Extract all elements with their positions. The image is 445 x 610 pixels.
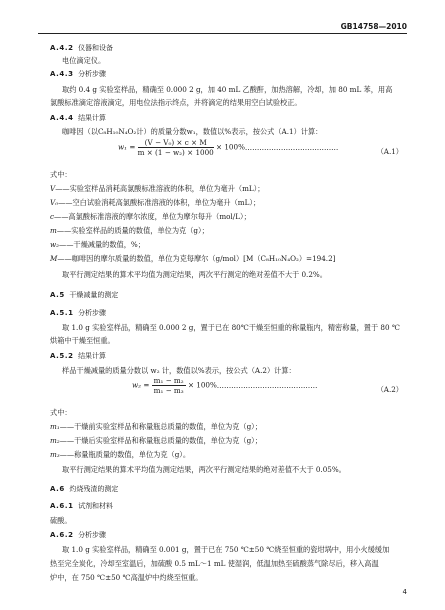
a51-line1: 取 1.0 g 实验室样品，精确至 0.000 2 g，置于已在 80℃干燥至恒重的称量瓶内，精密称量，置于 80 ℃ bbox=[62, 323, 400, 332]
equation-label-a2: （A.2） bbox=[376, 385, 403, 394]
heading-a52: A.5.2 结果计算 bbox=[50, 352, 107, 360]
formula-a2-numerator: m₁ − m₂ bbox=[153, 376, 184, 385]
a52-rule: 取平行测定结果的算术平均值为测定结果，两次平行测定结果的绝对差值不大于 0.05%。 bbox=[62, 465, 346, 474]
formula-a2-denominator: m₁ − m₃ bbox=[153, 386, 184, 395]
def-row: m₃——称量瓶质量的数值，单位为克（g）。 bbox=[50, 450, 191, 459]
heading-a6: A.6 灼烧残渣的测定 bbox=[50, 485, 119, 493]
a44-rule: 取平行测定结果的算术平均值为测定结果，两次平行测定的绝对差值不大于 0.2%。 bbox=[62, 270, 327, 279]
a51-line2: 烘箱中干燥至恒重。 bbox=[50, 336, 115, 345]
formula-a1-numerator: (V − V₀) × c × M bbox=[138, 138, 214, 148]
page-number: 4 bbox=[402, 588, 407, 596]
def-row: V₀——空白试验消耗高氯酸标准溶液的体积，单位为毫升（mL）； bbox=[50, 198, 261, 207]
heading-a42: A.4.2 仪器和设备 bbox=[50, 44, 114, 52]
def-row: V——实验室样品消耗高氯酸标准溶液的体积，单位为毫升（mL）； bbox=[50, 184, 265, 193]
formula-a1-leader: ………………………………… bbox=[244, 142, 339, 152]
def-row: c——高氯酸标准溶液的摩尔浓度，单位为摩尔每升（mol/L）； bbox=[50, 212, 251, 221]
def-row: m₂——干燥后实验室样品和称量瓶总质量的数值，单位为克（g）； bbox=[50, 436, 262, 445]
formula-a1-fraction bbox=[138, 138, 214, 157]
heading-a61: A.6.1 试剂和材料 bbox=[50, 502, 114, 510]
a43-line2: 氯酸标准滴定溶液滴定，用电位法指示终点，并将滴定的结果用空白试验校正。 bbox=[50, 98, 302, 107]
formula-a2-lhs: w₂ = bbox=[132, 380, 150, 390]
formula-a1-denominator: m × (1 − w₂) × 1000 bbox=[137, 148, 214, 157]
a62-line3: 炉中，在 750 ℃±50 ℃高温炉中灼烧至恒重。 bbox=[50, 573, 203, 582]
formula-a1-lhs: w₁ = bbox=[118, 142, 136, 152]
formula-a2-leader: …………………………………… bbox=[216, 380, 318, 390]
a52-where: 式中： bbox=[50, 408, 72, 417]
heading-a44: A.4.4 结果计算 bbox=[50, 114, 107, 122]
a62-line1: 取 1.0 g 实验室样品，精确至 0.001 g，置于已在 750 ℃±50 ℃烧至恒重的瓷坩埚中，用小火缓缓加 bbox=[62, 545, 390, 554]
heading-a5: A.5 干燥减量的测定 bbox=[50, 291, 119, 299]
a42-body: 电位滴定仪。 bbox=[62, 56, 106, 65]
formula-a2 bbox=[132, 376, 317, 395]
a44-intro: 咖啡因（以C₈H₁₀N₄O₂计）的质量分数w₁，数值以%表示，按公式（A.1）计算： bbox=[62, 127, 323, 136]
a44-where: 式中： bbox=[50, 170, 72, 179]
def-row: m₁——干燥前实验室样品和称量瓶总质量的数值，单位为克（g）； bbox=[50, 422, 262, 431]
a61-body: 硫酸。 bbox=[50, 516, 72, 525]
formula-a2-tail: × 100% bbox=[187, 380, 217, 390]
formula-a1-tail: × 100% bbox=[216, 142, 245, 152]
formula-a1 bbox=[118, 138, 338, 157]
def-row: m——实验室样品的质量的数值，单位为克（g）； bbox=[50, 226, 209, 235]
formula-a2-fraction bbox=[152, 376, 186, 395]
heading-a43: A.4.3 分析步骤 bbox=[50, 70, 107, 78]
standard-code: GB14758—2010 bbox=[340, 22, 407, 31]
header-rule bbox=[38, 33, 407, 34]
a52-intro: 样品干燥减量的质量分数以 w₂ 计，数值以%表示，按公式（A.2）计算： bbox=[62, 366, 296, 375]
def-row: w₂——干燥减量的数值，%； bbox=[50, 240, 145, 249]
heading-a51: A.5.1 分析步骤 bbox=[50, 309, 107, 317]
equation-label-a1: （A.1） bbox=[376, 147, 403, 156]
a62-line2: 热至完全炭化，冷却至室温后，加硫酸 0.5 mL～1 mL 使湿润，低温加热至硫酸蒸气除尽后，移入高温 bbox=[50, 559, 379, 568]
def-row: M——咖啡因的摩尔质量的数值，单位为克每摩尔（g/mol）[M（C₈H₁₀N₄O₂）=194.2] bbox=[50, 254, 336, 263]
a43-line1: 取约 0.4 g 实验室样品，精确至 0.000 2 g，加 40 mL 乙酸酐，加热溶解，冷却，加 80 mL 苯，用高 bbox=[62, 85, 393, 94]
heading-a62: A.6.2 分析步骤 bbox=[50, 531, 107, 539]
